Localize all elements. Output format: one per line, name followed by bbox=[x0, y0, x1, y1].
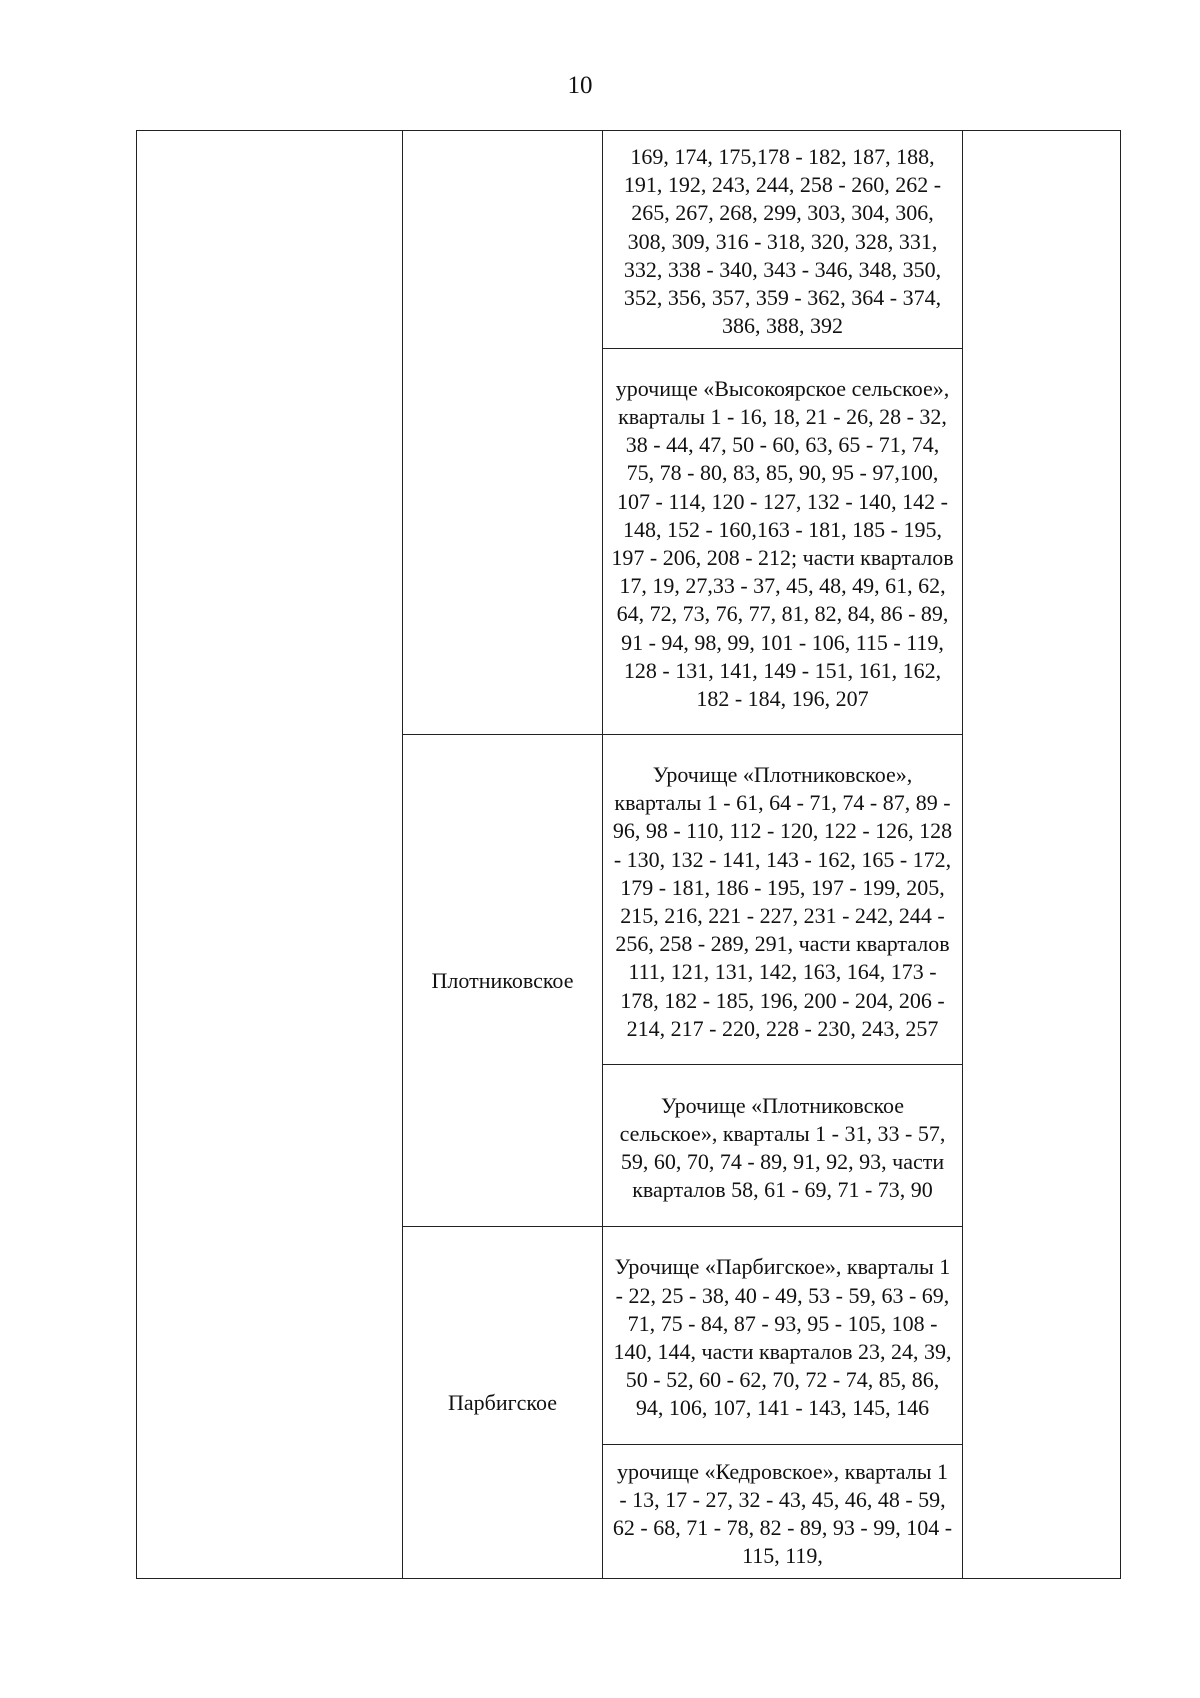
tract-description-cell: урочище «Кедровское», кварталы 1 - 13, 17 - 27, 32 - 43, 45, 46, 48 - 59, 62 - 68, 71 - 78, 82 - 89, 93 - 99, 104 - 115, 119, bbox=[603, 1445, 963, 1579]
page-number: 10 bbox=[567, 72, 593, 99]
district-cell bbox=[403, 131, 603, 735]
tract-description-cell: Урочище «Плотниковское», кварталы 1 - 61, 64 - 71, 74 - 87, 89 - 96, 98 - 110, 112 - 120, 122 - 126, 128 - 130, 132 - 141, 143 - 162, 165 - 172, 179 - 181, 186 - 195, 197 - 199, 205, 215, 216, 221 - 227, 231 - 242, 244 - 256, 258 - 289, 291, части кварталов 111, 121, 131, 142, 163, 164, 173 - 178, 182 - 185, 196, 200 - 204, 206 - 214, 217 - 220, 228 - 230, 243, 257 bbox=[603, 735, 963, 1065]
tract-description-cell: 169, 174, 175,178 - 182, 187, 188, 191, 192, 243, 244, 258 - 260, 262 - 265, 267, 268, 299, 303, 304, 306, 308, 309, 316 - 318, 320, 328, 331, 332, 338 - 340, 343 - 346, 348, 350, 352, 356, 357, 359 - 362, 364 - 374, 386, 388, 392 bbox=[603, 131, 963, 349]
forest-tracts-table bbox=[136, 130, 1121, 1579]
district-name-cell: Плотниковское bbox=[403, 735, 603, 1227]
district-name-cell: Парбигское bbox=[403, 1227, 603, 1579]
tract-description-cell: урочище «Высокоярское сельское», кварталы 1 - 16, 18, 21 - 26, 28 - 32, 38 - 44, 47, 50 - 60, 63, 65 - 71, 74, 75, 78 - 80, 83, 85, 90, 95 - 97,100, 107 - 114, 120 - 127, 132 - 140, 142 - 148, 152 - 160,163 - 181, 185 - 195, 197 - 206, 208 - 212; части кварталов 17, 19, 27,33 - 37, 45, 48, 49, 61, 62, 64, 72, 73, 76, 77, 81, 82, 84, 86 - 89, 91 - 94, 98, 99, 101 - 106, 115 - 119, 128 - 131, 141, 149 - 151, 161, 162, 182 - 184, 196, 207 bbox=[603, 349, 963, 735]
tract-description-cell: Урочище «Парбигское», кварталы 1 - 22, 25 - 38, 40 - 49, 53 - 59, 63 - 69, 71, 75 - 84, 87 - 93, 95 - 105, 108 - 140, 144, части кварталов 23, 24, 39, 50 - 52, 60 - 62, 70, 72 - 74, 85, 86, 94, 106, 107, 141 - 143, 145, 146 bbox=[603, 1227, 963, 1445]
first-column-cell bbox=[137, 131, 403, 1579]
table-row bbox=[137, 131, 1121, 349]
tract-description-cell: Урочище «Плотниковское сельское», кварталы 1 - 31, 33 - 57, 59, 60, 70, 74 - 89, 91, 92, 93, части кварталов 58, 61 - 69, 71 - 73, 90 bbox=[603, 1065, 963, 1227]
last-column-cell bbox=[963, 131, 1121, 1579]
